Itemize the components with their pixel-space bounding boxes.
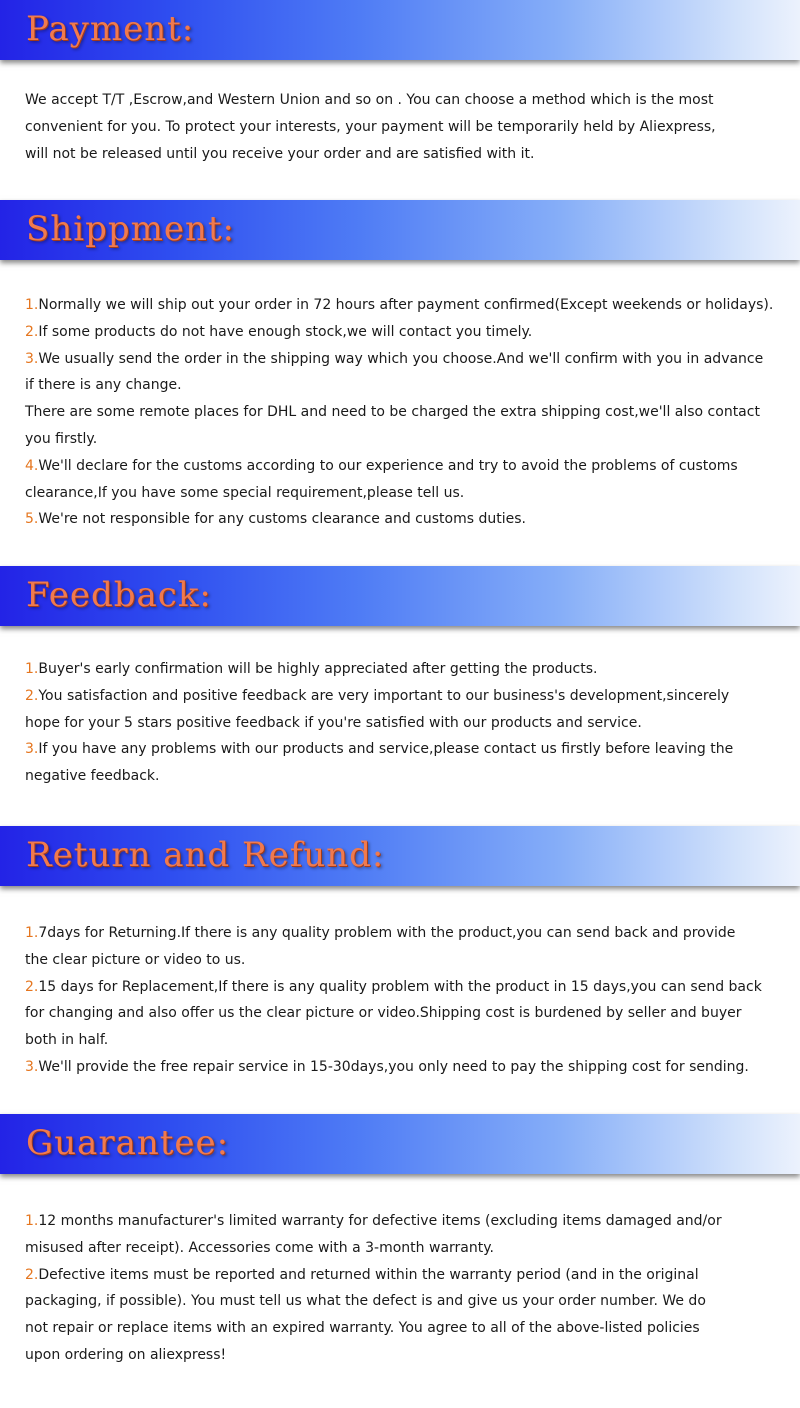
text-line: We accept T/T ,Escrow,and Western Union and so on . You can choose a method which is the most	[25, 92, 714, 108]
text-line: 2.15 days for Replacement,If there is any quality problem with the product in 15 days,you can send back	[25, 978, 762, 995]
text-line: hope for your 5 stars positive feedback if you're satisfied with our products and service.	[25, 714, 642, 731]
payment-banner	[0, 0, 800, 60]
text-line: 1.7days for Returning.If there is any quality problem with the product,you can send back and provide	[25, 925, 736, 941]
text-line: 1.Buyer's early confirmation will be highly appreciated after getting the products.	[25, 661, 598, 677]
text-line: 1.Normally we will ship out your order in 72 hours after payment confirmed(Except weekends or holidays).	[25, 297, 774, 313]
text-line: both in half.	[25, 1032, 109, 1049]
text-line: not repair or replace items with an expired warranty. You agree to all of the above-listed policies	[25, 1320, 700, 1337]
payment-title: Payment:	[26, 9, 195, 49]
text-line: 2.Defective items must be reported and returned within the warranty period (and in the original	[25, 1266, 699, 1283]
shippment-title: Shippment:	[26, 209, 235, 249]
text-line: for changing and also offer us the clear picture or video.Shipping cost is burdened by seller and buyer	[25, 1005, 742, 1022]
text-line: 3.We'll provide the free repair service in 15-30days,you only need to pay the shipping cost for sending.	[25, 1058, 749, 1075]
guarantee-title: Guarantee:	[26, 1123, 230, 1163]
feedback-title: Feedback:	[26, 575, 212, 615]
text-line: 3.We usually send the order in the shipping way which you choose.And we'll confirm with you in advance	[25, 350, 764, 367]
shippment-banner	[0, 200, 800, 260]
text-line: 1.12 months manufacturer's limited warranty for defective items (excluding items damaged and/or	[25, 1213, 722, 1229]
text-line: if there is any change.	[25, 377, 182, 394]
text-line: 2.If some products do not have enough stock,we will contact you timely.	[25, 323, 533, 340]
guarantee-banner	[0, 1114, 800, 1174]
text-line: packaging, if possible). You must tell us what the defect is and give us your order number. We do	[25, 1293, 706, 1310]
text-line: clearance,If you have some special requirement,please tell us.	[25, 484, 465, 501]
text-line: 3.If you have any problems with our products and service,please contact us firstly before leaving the	[25, 741, 734, 758]
feedback-banner	[0, 566, 800, 626]
feedback-text	[25, 656, 795, 790]
return-refund-text	[25, 920, 795, 1081]
text-line: 5.We're not responsible for any customs clearance and customs duties.	[25, 511, 526, 528]
text-line: misused after receipt). Accessories come with a 3-month warranty.	[25, 1239, 494, 1256]
text-line: you firstly.	[25, 430, 98, 447]
return-refund-title: Return and Refund:	[26, 835, 385, 875]
text-line: will not be released until you receive your order and are satisfied with it.	[25, 145, 535, 162]
shippment-text	[25, 292, 795, 533]
text-line: upon ordering on aliexpress!	[25, 1346, 227, 1363]
text-line: There are some remote places for DHL and need to be charged the extra shipping cost,we'll also contact	[25, 404, 760, 421]
return-refund-banner	[0, 826, 800, 886]
text-line: negative feedback.	[25, 768, 160, 785]
guarantee-text	[25, 1208, 795, 1369]
text-line: the clear picture or video to us.	[25, 951, 246, 968]
text-line: convenient for you. To protect your interests, your payment will be temporarily held by Aliexpress,	[25, 118, 716, 135]
text-line: 2.You satisfaction and positive feedback are very important to our business's development,sincerely	[25, 687, 730, 704]
payment-text	[25, 87, 795, 167]
text-line: 4.We'll declare for the customs according to our experience and try to avoid the problems of customs	[25, 457, 738, 474]
